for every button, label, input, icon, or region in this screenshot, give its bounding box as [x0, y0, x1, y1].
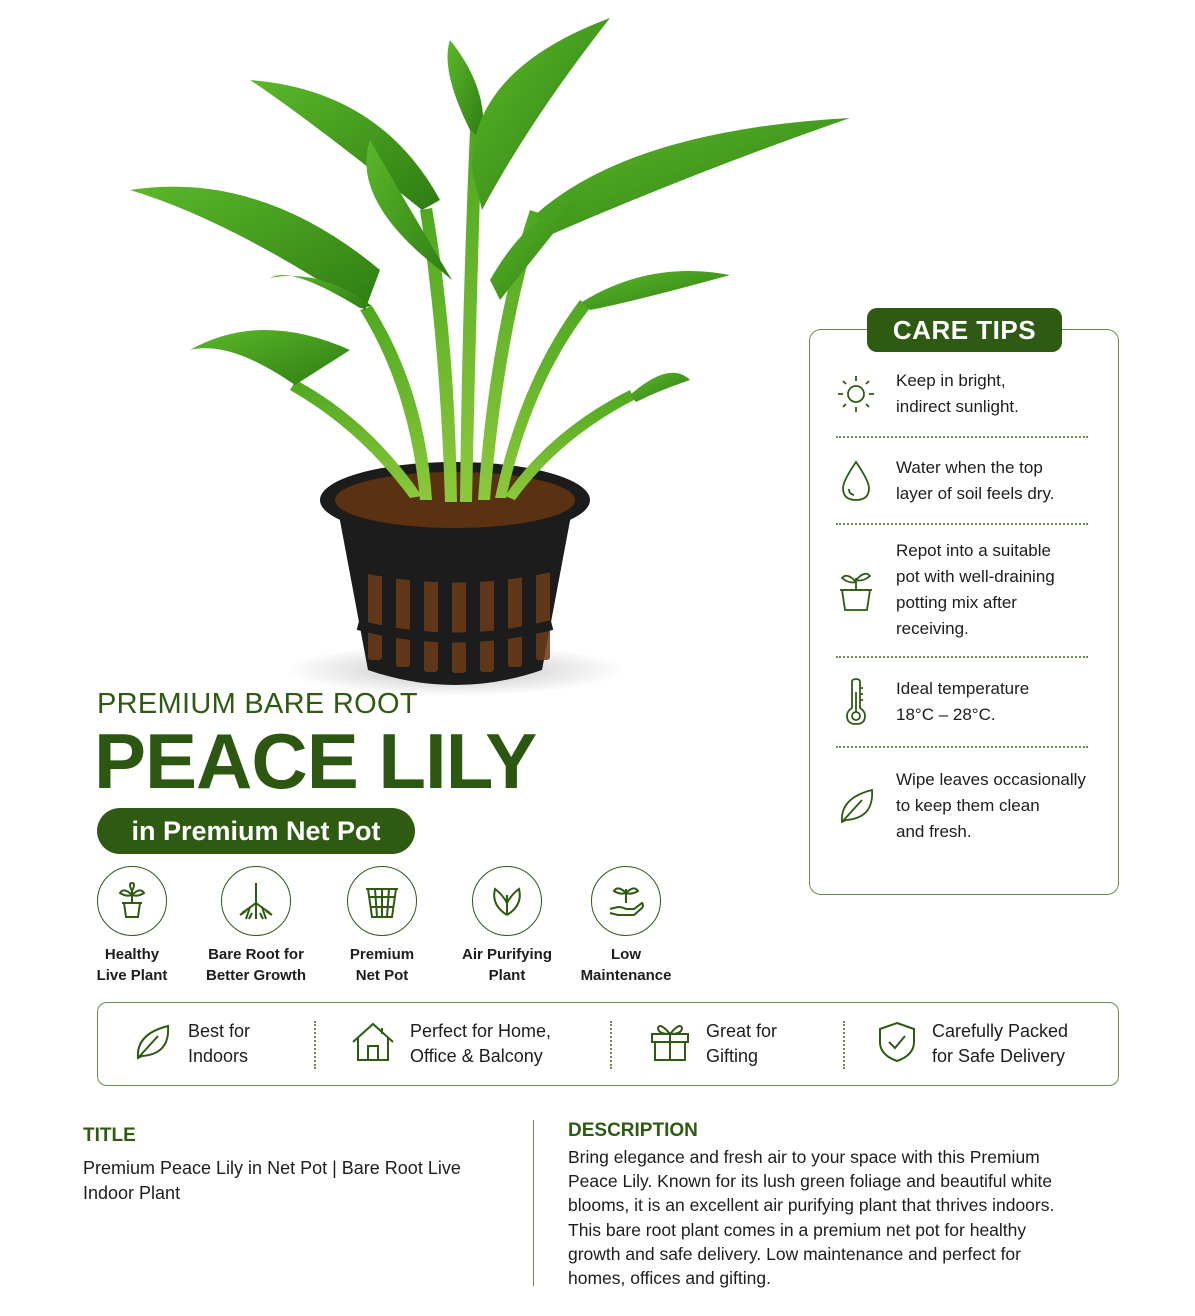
- gift-icon: [648, 1020, 692, 1069]
- feature-net-pot: [317, 866, 447, 986]
- plant-image: [110, 10, 870, 700]
- care-tip-sunlight: [834, 368, 1104, 420]
- tip-line: potting mix after: [896, 593, 1017, 612]
- tip-line: Wipe leaves occasionally: [896, 770, 1086, 789]
- leaf-icon: [834, 786, 878, 826]
- title-text: [83, 1156, 513, 1206]
- leaf-icon: [472, 866, 542, 936]
- benefit-line2: Office & Balcony: [410, 1046, 543, 1066]
- title-heading: TITLE: [83, 1125, 136, 1146]
- care-tip-cleaning: [834, 767, 1104, 845]
- tip-line: pot with well-draining: [896, 567, 1055, 586]
- product-pot-badge: in Premium Net Pot: [97, 808, 415, 854]
- tip-line: Ideal temperature: [896, 679, 1030, 698]
- feature-line1: Low: [611, 946, 641, 963]
- tip-divider: [836, 656, 1088, 658]
- shield-check-icon: [876, 1020, 918, 1069]
- tip-line: indirect sunlight.: [896, 397, 1019, 416]
- feature-line2: Maintenance: [580, 967, 672, 984]
- feature-low-maintenance: [561, 866, 691, 986]
- care-tips-panel: [809, 329, 1119, 895]
- benefits-strip: [97, 1002, 1119, 1086]
- title-line: Indoor Plant: [83, 1183, 181, 1203]
- feature-bare-root: [191, 866, 321, 986]
- sun-icon: [834, 374, 878, 414]
- potted-plant-icon: [97, 866, 167, 936]
- house-icon: [350, 1020, 396, 1069]
- feature-line2: Net Pot: [355, 967, 409, 984]
- benefit-safe-delivery: [876, 1003, 1068, 1085]
- thermometer-icon: [834, 678, 878, 726]
- tip-line: and fresh.: [896, 822, 972, 841]
- tip-divider: [836, 436, 1088, 438]
- description-text: [568, 1145, 1113, 1290]
- feature-line1: Premium: [349, 946, 415, 963]
- care-tip-repot: [834, 538, 1104, 642]
- tip-line: Repot into a suitable: [896, 541, 1051, 560]
- product-subtitle: PREMIUM BARE ROOT: [97, 688, 418, 720]
- tip-line: receiving.: [896, 619, 969, 638]
- hand-sprout-icon: [591, 866, 661, 936]
- feature-line1: Healthy: [104, 946, 160, 963]
- water-drop-icon: [834, 459, 878, 503]
- strip-divider: [843, 1021, 845, 1069]
- benefit-line1: Great for: [706, 1021, 778, 1041]
- description-line: Peace Lily. Known for its lush green foliage and beautiful white: [568, 1171, 1053, 1192]
- tip-line: Keep in bright,: [896, 371, 1006, 390]
- strip-divider: [314, 1021, 316, 1069]
- strip-divider: [610, 1021, 612, 1069]
- description-line: Bring elegance and fresh air to your space with this Premium: [568, 1147, 1040, 1167]
- feature-healthy: [67, 866, 197, 986]
- net-pot-icon: [347, 866, 417, 936]
- description-heading: DESCRIPTION: [568, 1120, 698, 1141]
- product-title: PEACE LILY: [94, 717, 537, 805]
- tip-line: Water when the top: [896, 458, 1043, 477]
- benefit-home-office: [350, 1003, 551, 1085]
- repot-icon: [834, 568, 878, 612]
- tip-divider: [836, 746, 1088, 748]
- care-tips-heading: CARE TIPS: [867, 308, 1062, 352]
- description-line: This bare root plant comes in a premium net pot for healthy: [568, 1219, 1027, 1240]
- benefit-gifting: [648, 1003, 777, 1085]
- title-line: Premium Peace Lily in Net Pot | Bare Root Live: [83, 1158, 461, 1178]
- care-tip-watering: [834, 455, 1104, 507]
- description-line: growth and safe delivery. Low maintenance and perfect for: [568, 1243, 1021, 1264]
- benefit-line2: for Safe Delivery: [932, 1046, 1066, 1066]
- feature-line1: Air Purifying: [461, 946, 552, 963]
- tip-line: 18°C – 28°C.: [896, 705, 996, 724]
- benefit-line1: Carefully Packed: [932, 1021, 1069, 1041]
- feature-icons-row: [80, 866, 700, 991]
- feature-line2: Plant: [488, 967, 526, 984]
- tip-line: to keep them clean: [896, 796, 1040, 815]
- benefit-line1: Best for: [188, 1021, 251, 1041]
- benefit-indoors: [130, 1003, 250, 1085]
- tip-line: layer of soil feels dry.: [896, 484, 1055, 503]
- benefit-line2: Indoors: [188, 1046, 249, 1066]
- roots-icon: [221, 866, 291, 936]
- section-divider: [533, 1120, 534, 1286]
- feature-line2: Live Plant: [96, 967, 168, 984]
- feature-line1: Bare Root for: [208, 946, 304, 963]
- benefit-line2: Gifting: [706, 1046, 759, 1066]
- description-line: blooms, it is an excellent air purifying plant that thrives indoors.: [568, 1195, 1055, 1216]
- feature-line2: Better Growth: [205, 967, 306, 984]
- tip-divider: [836, 523, 1088, 525]
- benefit-line1: Perfect for Home,: [410, 1021, 552, 1041]
- care-tip-temperature: [834, 676, 1104, 728]
- feature-air-purifying: [442, 866, 572, 986]
- leaf-icon: [130, 1020, 174, 1069]
- description-line: homes, offices and gifting.: [568, 1268, 771, 1289]
